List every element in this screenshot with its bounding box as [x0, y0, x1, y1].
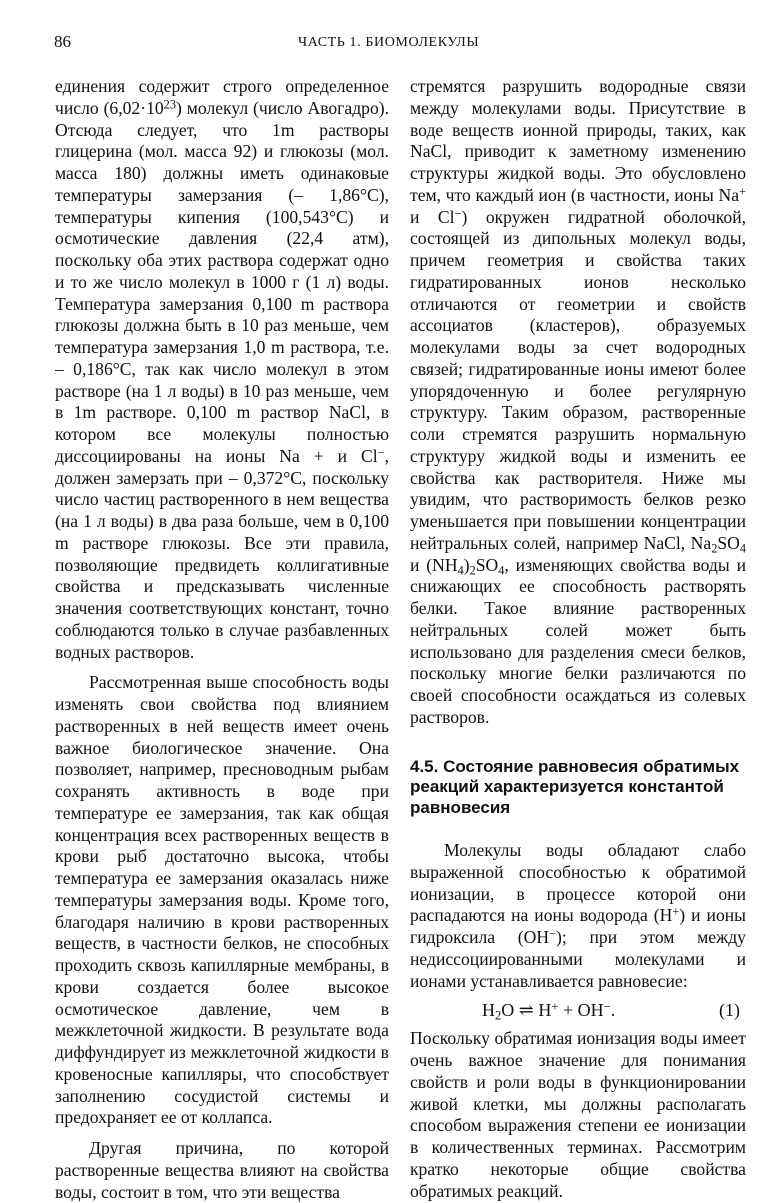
paragraph: Рассмотренная выше способность воды изменять свои свойства под влиянием растворенных в ней веществ имеет очень важное биологическое значение. Она позволяет, например, пресноводным рыбам сохранять активность в воде при температуре ее замерзания, так как общая концентрация всех растворенных веществ в крови рыб достаточно высока, чтобы температура ее замерзания оказалась ниже температуры замерзания воды. Кроме того, благодаря наличию в крови растворенных веществ, в частности белков, не способных проходить сквозь капиллярные мембраны, в крови создается более высокое осмотическое давление, чем в межклеточной жидкости. В результате вода диффундирует из межклеточной жидкости в кровеносные капилляры, что способствует заполнению сосудистой системы и предохраняет ее от коллапса.: [55, 672, 389, 1128]
equation-number: (1): [719, 1000, 740, 1021]
left-column: [55, 76, 389, 1203]
running-header: ЧАСТЬ 1. БИОМОЛЕКУЛЫ: [298, 35, 480, 50]
section-heading: 4.5. Состояние равновесия обратимых реакций характеризуется константой равновесия: [410, 756, 740, 817]
paragraph: Поскольку обратимая ионизация воды имеет очень важное значение для понимания свойств и роли воды в функционировании живой клетки, мы должны располагать способом выражения степени ее ионизации в количественных терминах. Рассмотрим кратко некоторые общие свойства обратимых реакций.: [410, 1028, 746, 1201]
paragraph: Другая причина, по которой растворенные вещества влияют на свойства воды, состоит в том, что эти вещества: [55, 1138, 389, 1202]
paragraph: стремятся разрушить водородные связи между молекулами воды. Присутствие в воде веществ ионной природы, таких, как NaCl, приводит к заметному изменению структуры жидкой воды. Это обусловлено тем, что каждый ион (в частности, ионы Na+ и Cl−) окружен гидратной оболочкой, состоящей из дипольных молекул воды, причем геометрия и свойства таких гидратированных ионов несколько отличаются от геометрии и свойств ассоциатов (кластеров), образуемых молекулами воды за счет водородных связей; гидратированные ионы имеют более упорядоченную и более регулярную структуру. Таким образом, растворенные соли стремятся разрушить нормальную структуру жидкой воды и изменить ее свойства как растворителя. Ниже мы увидим, что растворимость белков резко уменьшается при повышении концентрации нейтральных солей, например NaCl, $Na_2SO_4$ и $(NH_4)_2SO_4$, изменяющих свойства воды и снижающих ее способность растворять белки. Такое влияние растворенных нейтральных солей может быть использовано для разделения смеси белков, поскольку многие белки различаются по своей способности осаждаться из солевых растворов.: [410, 76, 747, 727]
equation: [410, 998, 746, 1026]
paragraph: единения содержит строго определенное число $(6,02\cdot 10^{23})$ молекул (число Авогадро). Отсюда следует, что 1m растворы глицерина (мол. масса 92) и глюкозы (мол. масса 180) должны иметь одинаковые температуры замерзания (– 1,86°С), температуры кипения (100,543°С) и осмотические давления (22,4 атм), поскольку оба этих раствора содержат одно и то же число молекул в 1000 г (1 л) воды. Температура замерзания 0,100 m раствора глюкозы должна быть в 10 раз меньше, чем температура замерзания 1,0 m раствора, т.е. – 0,186°С, так как число молекул в этом растворе (на 1 л воды) в 10 раз меньше, чем в 1m растворе. 0,100 m раствор NaCl, в котором все молекулы полностью диссоциированы на ионы Na + и Cl−, должен замерзать при – 0,372°С, поскольку число частиц растворенного в нем вещества (на 1 л воды) в два раза больше, чем в 0,100 m растворе глюкозы. Все эти правила, позволяющие предвидеть коллигативные свойства и предсказывать численные значения соответствующих констант, точно соблюдаются только в случае разбавленных водных растворов.: [55, 76, 389, 662]
paragraph: Молекулы воды обладают слабо выраженной способностью к обратимой ионизации, в процессе которой они распадаются на ионы водорода (H+) и ионы гидроксила (OH−); при этом между недиссоциированными молекулами и ионами устанавливается равновесие:: [410, 840, 746, 991]
right-column: [410, 76, 746, 1202]
equation-formula: $H_2O$ ⇌ H+ + OH−.: [482, 999, 616, 1023]
page-number: 86: [54, 32, 71, 51]
